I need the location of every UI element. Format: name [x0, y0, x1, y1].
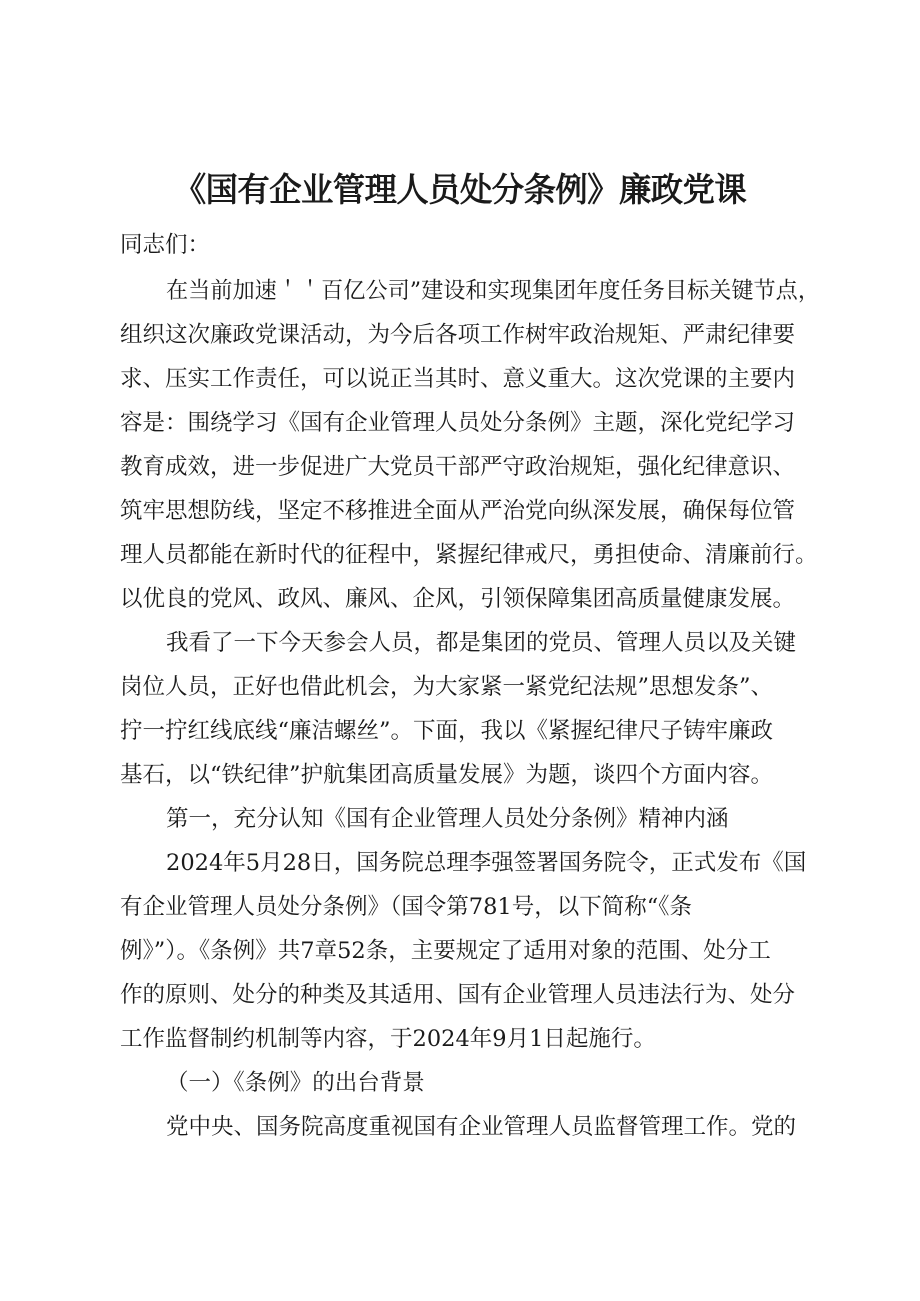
- section-heading: 第一，充分认知《国有企业管理人员处分条例》精神内涵: [166, 806, 729, 832]
- paragraph-line: 拧一拧红线底线“廉洁螺丝”。下面，我以《紧握纪律尺子铸牢廉政: [120, 718, 774, 744]
- document-title: 《国有企业管理人员处分条例》廉政党课: [173, 170, 747, 209]
- salutation: 同志们：: [120, 232, 211, 258]
- paragraph-line: 理人员都能在新时代的征程中，紧握纪律戒尺，勇担使命、清廉前行。: [120, 542, 818, 568]
- paragraph-line: 我看了一下今天参会人员，都是集团的党员、管理人员以及关键: [166, 630, 797, 656]
- paragraph-line: 2024年5月28日，国务院总理李强签署国务院令，正式发布《国: [166, 850, 807, 876]
- paragraph-line: 党中央、国务院高度重视国有企业管理人员监督管理工作。党的: [166, 1114, 797, 1140]
- paragraph-line: 岗位人员，正好也借此机会，为大家紧一紧党纪法规”思想发条”、: [120, 674, 774, 700]
- paragraph-line: 筑牢思想防线，坚定不移推进全面从严治党向纵深发展，确保每位管: [120, 498, 796, 524]
- paragraph-line: 工作监督制约机制等内容，于2024年9月1日起施行。: [120, 1026, 656, 1052]
- paragraph-line: 容是：围绕学习《国有企业管理人员处分条例》主题，深化党纪学习: [120, 410, 796, 436]
- paragraph-line: 基石，以“铁纪律”护航集团高质量发展》为题，谈四个方面内容。: [120, 762, 774, 788]
- subsection-heading: （一）《条例》的出台背景: [166, 1070, 425, 1096]
- paragraph-line: 有企业管理人员处分条例》（国令第781号，以下简称“《条: [120, 894, 692, 920]
- paragraph-line: 求、压实工作责任，可以说正当其时、意义重大。这次党课的主要内: [120, 366, 796, 392]
- paragraph-line: 在当前加速＇＇百亿公司”建设和实现集团年度任务目标关键节点，: [166, 278, 820, 304]
- paragraph-line: 例》”）。《条例》共7章52条，主要规定了适用对象的范围、处分工: [120, 938, 771, 964]
- paragraph-line: 教育成效，进一步促进广大党员干部严守政治规矩，强化纪律意识、: [120, 454, 796, 480]
- paragraph-line: 作的原则、处分的种类及其适用、国有企业管理人员违法行为、处分: [120, 982, 796, 1008]
- paragraph-line: 以优良的党风、政风、廉风、企风，引领保障集团高质量健康发展。: [120, 586, 796, 612]
- paragraph-line: 组织这次廉政党课活动，为今后各项工作树牢政治规矩、严肃纪律要: [120, 322, 796, 348]
